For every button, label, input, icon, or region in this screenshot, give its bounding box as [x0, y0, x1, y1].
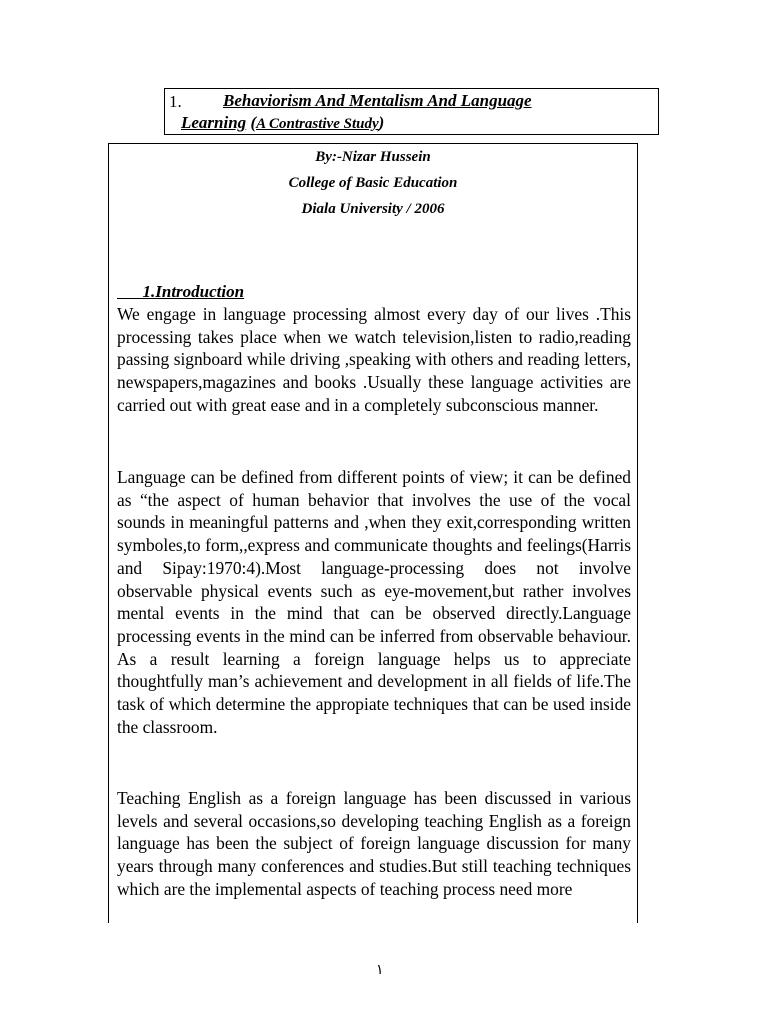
- title-number: 1.: [169, 92, 182, 111]
- paragraph-3: Teaching English as a foreign language has been discussed in various levels and several occasions,so developing teaching English as a foreign language has been the subject of foreign language discussion for many years through many conferences and studies.But still teaching techniques which are the implemental aspects of teaching process need more: [117, 788, 631, 899]
- byline-college: College of Basic Education: [288, 175, 458, 191]
- paragraph-1: We engage in language processing almost every day of our lives .This processing takes place when we watch television,listen to radio,reading passing signboard while driving ,speaking with others and reading letters, newspapers,magazines and books .Usually these language activities are carried out with great ease and in a completely subconscious manner.: [117, 304, 631, 415]
- section-heading-introduction: [117, 282, 244, 302]
- byline-university: Diala University / 2006: [301, 201, 445, 217]
- title-line-2: [181, 113, 384, 133]
- title-box: [164, 88, 659, 135]
- title-line-1: Behaviorism And Mentalism And Language: [223, 91, 532, 110]
- page-number: ١: [376, 962, 384, 978]
- title-paren-open: (: [250, 113, 257, 132]
- section-heading-text: 1.Introduction: [142, 282, 245, 301]
- title-paren-close: ): [378, 113, 385, 132]
- title-subtitle: A Contrastive Study: [256, 116, 379, 132]
- paragraph-2: Language can be defined from different points of view; it can be defined as “the aspect of human behavior that involves the use of the vocal sounds in meaningful patterns and ,when they exit,corresponding written symboles,to form,,express and communicate thoughts and feelings(Harris and Sipay:1970:4).Most language-processing does not involve observable physical events such as eye-movement,but rather involves mental events in the mind that can be observed directly.Language processing events in the mind can be inferred from observable behaviour. As a result learning a foreign language helps us to appreciate thoughtfully man’s achievement and development in all fields of life.The task of which determine the appropiate techniques that can be used inside the classroom.: [117, 467, 631, 737]
- content-box: [108, 143, 638, 923]
- byline-author: By:-Nizar Hussein: [315, 149, 431, 165]
- title-line-2-main: Learning: [181, 113, 247, 132]
